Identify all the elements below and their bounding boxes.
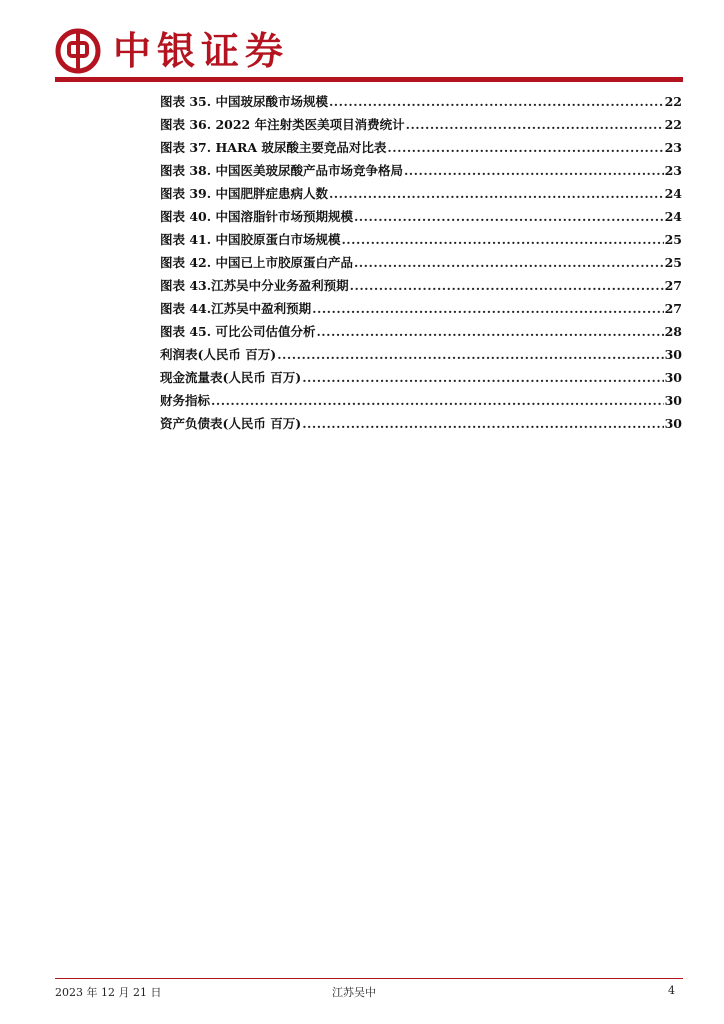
toc-entry-page: 30 bbox=[664, 416, 682, 431]
toc-entry-page: 30 bbox=[664, 370, 682, 385]
toc-entry-title: 图表 39. 中国肥胖症患病人数 bbox=[160, 186, 328, 201]
toc-entry-page: 22 bbox=[664, 94, 682, 109]
toc-entry-page: 28 bbox=[664, 324, 682, 339]
toc-entry[interactable] bbox=[160, 184, 682, 207]
toc-entry[interactable] bbox=[160, 391, 682, 414]
page-header bbox=[55, 26, 683, 78]
table-of-figures bbox=[160, 92, 682, 437]
toc-entry-title: 图表 37. HARA 玻尿酸主要竞品对比表 bbox=[160, 140, 387, 155]
toc-entry-title: 现金流量表(人民币 百万) bbox=[160, 370, 302, 385]
toc-entry[interactable] bbox=[160, 345, 682, 368]
brand-name: 中银证券 bbox=[113, 28, 290, 73]
toc-entry[interactable] bbox=[160, 368, 682, 391]
toc-entry-page: 25 bbox=[664, 255, 682, 270]
toc-entry-page: 27 bbox=[664, 278, 682, 293]
toc-entry-title: 图表 45. 可比公司估值分析 bbox=[160, 324, 316, 339]
toc-entry-title: 资产负债表(人民币 百万) bbox=[160, 416, 302, 431]
toc-entry-title: 图表 40. 中国溶脂针市场预期规模 bbox=[160, 209, 353, 224]
toc-entry-page: 23 bbox=[664, 163, 682, 178]
toc-entry[interactable] bbox=[160, 92, 682, 115]
toc-entry-title: 财务指标 bbox=[160, 393, 211, 408]
toc-leader-dots bbox=[354, 209, 664, 224]
toc-leader-dots bbox=[329, 94, 664, 109]
toc-leader-dots bbox=[302, 370, 663, 385]
toc-entry[interactable] bbox=[160, 138, 682, 161]
toc-entry-page: 23 bbox=[664, 140, 682, 155]
toc-entry-page: 22 bbox=[664, 117, 682, 132]
toc-leader-dots bbox=[302, 416, 663, 431]
header-divider bbox=[55, 77, 683, 82]
footer-page-number: 4 bbox=[668, 984, 675, 997]
toc-entry-title: 图表 41. 中国胶原蛋白市场规模 bbox=[160, 232, 341, 247]
footer-company: 江苏吴中 bbox=[332, 986, 376, 999]
toc-leader-dots bbox=[211, 393, 664, 408]
toc-leader-dots bbox=[329, 186, 664, 201]
toc-entry-page: 27 bbox=[664, 301, 682, 316]
toc-entry[interactable] bbox=[160, 276, 682, 299]
toc-leader-dots bbox=[354, 255, 664, 270]
toc-leader-dots bbox=[277, 347, 663, 362]
toc-entry-page: 24 bbox=[664, 186, 682, 201]
toc-leader-dots bbox=[387, 140, 663, 155]
toc-entry[interactable] bbox=[160, 161, 682, 184]
footer-date: 2023 年 12 月 21 日 bbox=[55, 986, 162, 999]
toc-entry-title: 利润表(人民币 百万) bbox=[160, 347, 277, 362]
toc-entry-title: 图表 35. 中国玻尿酸市场规模 bbox=[160, 94, 328, 109]
toc-leader-dots bbox=[406, 117, 664, 132]
toc-entry[interactable] bbox=[160, 115, 682, 138]
toc-entry-title: 图表 44.江苏吴中盈利预期 bbox=[160, 301, 312, 316]
bank-of-china-logo-icon bbox=[55, 28, 101, 74]
toc-entry-page: 24 bbox=[664, 209, 682, 224]
footer-divider bbox=[55, 978, 683, 979]
toc-entry-title: 图表 38. 中国医美玻尿酸产品市场竞争格局 bbox=[160, 163, 403, 178]
toc-entry-page: 30 bbox=[664, 347, 682, 362]
toc-leader-dots bbox=[341, 232, 663, 247]
toc-leader-dots bbox=[350, 278, 664, 293]
toc-leader-dots bbox=[404, 163, 664, 178]
toc-entry[interactable] bbox=[160, 414, 682, 437]
toc-entry-title: 图表 43.江苏吴中分业务盈利预期 bbox=[160, 278, 349, 293]
toc-entry-page: 30 bbox=[664, 393, 682, 408]
toc-entry-page: 25 bbox=[664, 232, 682, 247]
toc-entry[interactable] bbox=[160, 230, 682, 253]
toc-entry-title: 图表 42. 中国已上市胶原蛋白产品 bbox=[160, 255, 353, 270]
toc-leader-dots bbox=[316, 324, 663, 339]
toc-entry[interactable] bbox=[160, 207, 682, 230]
toc-leader-dots bbox=[312, 301, 663, 316]
toc-entry[interactable] bbox=[160, 253, 682, 276]
toc-entry[interactable] bbox=[160, 299, 682, 322]
toc-entry[interactable] bbox=[160, 322, 682, 345]
toc-entry-title: 图表 36. 2022 年注射类医美项目消费统计 bbox=[160, 117, 405, 132]
